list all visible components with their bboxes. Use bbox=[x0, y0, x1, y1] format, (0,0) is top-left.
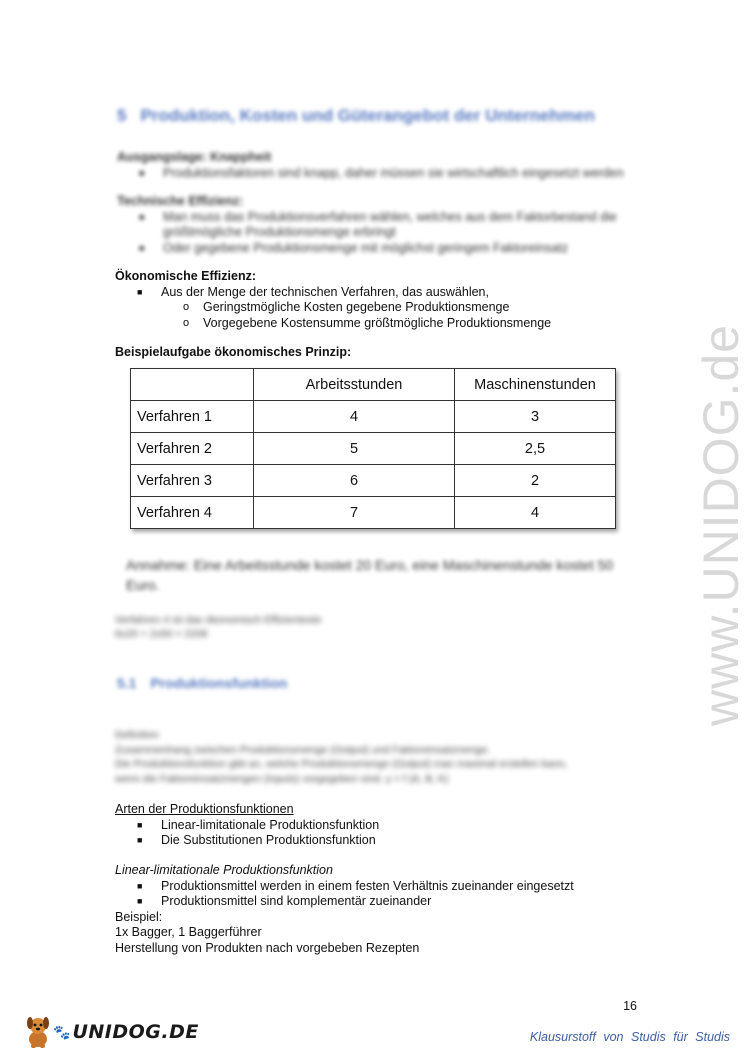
subsection-heading bbox=[117, 675, 287, 691]
footer-logo bbox=[24, 1015, 199, 1049]
table-cell: 3 bbox=[455, 401, 616, 433]
table-row bbox=[131, 433, 616, 465]
subsection-number: 5.1 bbox=[117, 675, 137, 691]
loesung-block bbox=[115, 613, 321, 641]
list-item: ■ Man muss das Produktionsverfahren wählen, welches aus dem Faktorbestand die bbox=[139, 209, 617, 224]
dog-mascot-icon bbox=[24, 1015, 52, 1049]
beispiel-line: 1x Bagger, 1 Baggerführer bbox=[115, 925, 262, 939]
table-cell: Verfahren 2 bbox=[131, 433, 254, 465]
arten-heading: Arten der Produktionsfunktionen bbox=[115, 802, 294, 816]
table-header-cell: Arbeitsstunden bbox=[254, 369, 455, 401]
table-header-cell bbox=[131, 369, 254, 401]
paw-icon: 🐾 bbox=[53, 1023, 71, 1040]
list-item: o Geringstmögliche Kosten gegebene Produktionsmenge bbox=[183, 300, 510, 314]
ausgangslage-list bbox=[117, 166, 637, 182]
list-item: ■ Produktionsmittel werden in einem festen Verhältnis zueinander eingesetzt bbox=[137, 878, 574, 893]
ausgangslage-heading: Ausgangslage: Knappheit bbox=[117, 150, 272, 164]
technische-block bbox=[117, 194, 637, 256]
table-row bbox=[131, 401, 616, 433]
annahme-text: Annahme: Eine Arbeitsstunde kostet 20 Euro, eine Maschinenstunde kostet 50 Euro. bbox=[126, 557, 614, 593]
table-cell: Verfahren 4 bbox=[131, 497, 254, 529]
beispiel-heading: Beispielaufgabe ökonomisches Prinzip: bbox=[115, 345, 352, 359]
arten-list bbox=[115, 818, 635, 849]
ausgangslage-block bbox=[117, 150, 637, 181]
table-cell: 5 bbox=[254, 433, 455, 465]
technische-list bbox=[117, 210, 637, 257]
loesung-line: 6x20 + 2x50 = 220€ bbox=[115, 628, 208, 640]
table-cell: 2 bbox=[455, 465, 616, 497]
definition-line: Die Produktionsfunktion gibt an, welche Produktionsmenge (Output) man maximal erstellen kann, bbox=[115, 758, 568, 770]
page-number: 16 bbox=[623, 999, 637, 1013]
linear-heading: Linear-limitationale Produktionsfunktion bbox=[115, 863, 333, 877]
table-cell: 4 bbox=[254, 401, 455, 433]
list-item: o Vorgegebene Kostensumme größtmögliche Produktionsmenge bbox=[183, 315, 552, 330]
oekonomische-heading: Ökonomische Effizienz: bbox=[115, 269, 256, 283]
table-row bbox=[131, 465, 616, 497]
definition-label: Definition bbox=[115, 729, 159, 741]
subsection-title: Produktionsfunktion bbox=[150, 675, 288, 691]
table-header-cell: Maschinenstunden bbox=[455, 369, 616, 401]
list-item: ■ Die Substitutionen Produktionsfunktion bbox=[137, 833, 376, 847]
table-cell: Verfahren 1 bbox=[131, 401, 254, 433]
definition-line: wenn die Faktoreinsatzmengen (Inputs) vorgegeben sind. y = f (A, B, K) bbox=[115, 772, 449, 785]
section-number: 5 bbox=[117, 106, 127, 125]
table-header-row bbox=[131, 369, 616, 401]
definition-line: Zusammenhang zwischen Produktionsmenge (Output) und Faktoreinsatzmenge. bbox=[115, 743, 491, 756]
table-row bbox=[131, 497, 616, 529]
list-item: ■ Oder gegebene Produktionsmenge mit möglichst geringem Faktoreinsatz bbox=[139, 240, 569, 255]
linear-list bbox=[115, 879, 655, 910]
table-cell: 2,5 bbox=[455, 433, 616, 465]
table-cell: 4 bbox=[455, 497, 616, 529]
list-item: ■ Aus der Menge der technischen Verfahren, das auswählen, bbox=[137, 284, 489, 299]
oekonomische-sublist bbox=[115, 300, 655, 331]
verfahren-table bbox=[130, 368, 616, 529]
beispiel-label: Beispiel: bbox=[115, 909, 163, 924]
oekonomische-block bbox=[115, 269, 655, 331]
section-title: Produktion, Kosten und Güterangebot der Unternehmen bbox=[140, 106, 595, 125]
beispiel-line: Herstellung von Produkten nach vorgebeben Rezepten bbox=[115, 940, 420, 955]
logo-text: UNIDOG.DE bbox=[72, 1021, 199, 1043]
oekonomische-list bbox=[115, 285, 655, 301]
table-cell: 6 bbox=[254, 465, 455, 497]
list-item: ■ Produktionsmittel sind komplementär zueinander bbox=[137, 894, 432, 908]
linear-block bbox=[115, 863, 655, 956]
list-item: größtmögliche Produktionsmenge erbringt bbox=[163, 225, 396, 239]
watermark-text: www.UNIDOG.de bbox=[693, 324, 749, 726]
table-cell: 7 bbox=[254, 497, 455, 529]
loesung-line: Verfahren 4 ist das ökonomisch Effizienteste bbox=[115, 614, 322, 626]
technische-heading: Technische Effizienz: bbox=[117, 194, 244, 208]
list-item: ■ Linear-limitationale Produktionsfunktion bbox=[137, 817, 380, 832]
table-cell: Verfahren 3 bbox=[131, 465, 254, 497]
section-heading bbox=[117, 106, 595, 126]
footer-tagline: Klausurstoff von Studis für Studis bbox=[529, 1030, 730, 1044]
list-item: ■ Produktionsfaktoren sind knapp, daher müssen sie wirtschaftlich eingesetzt werden bbox=[139, 165, 624, 180]
definition-block bbox=[115, 728, 615, 786]
arten-block bbox=[115, 802, 635, 849]
